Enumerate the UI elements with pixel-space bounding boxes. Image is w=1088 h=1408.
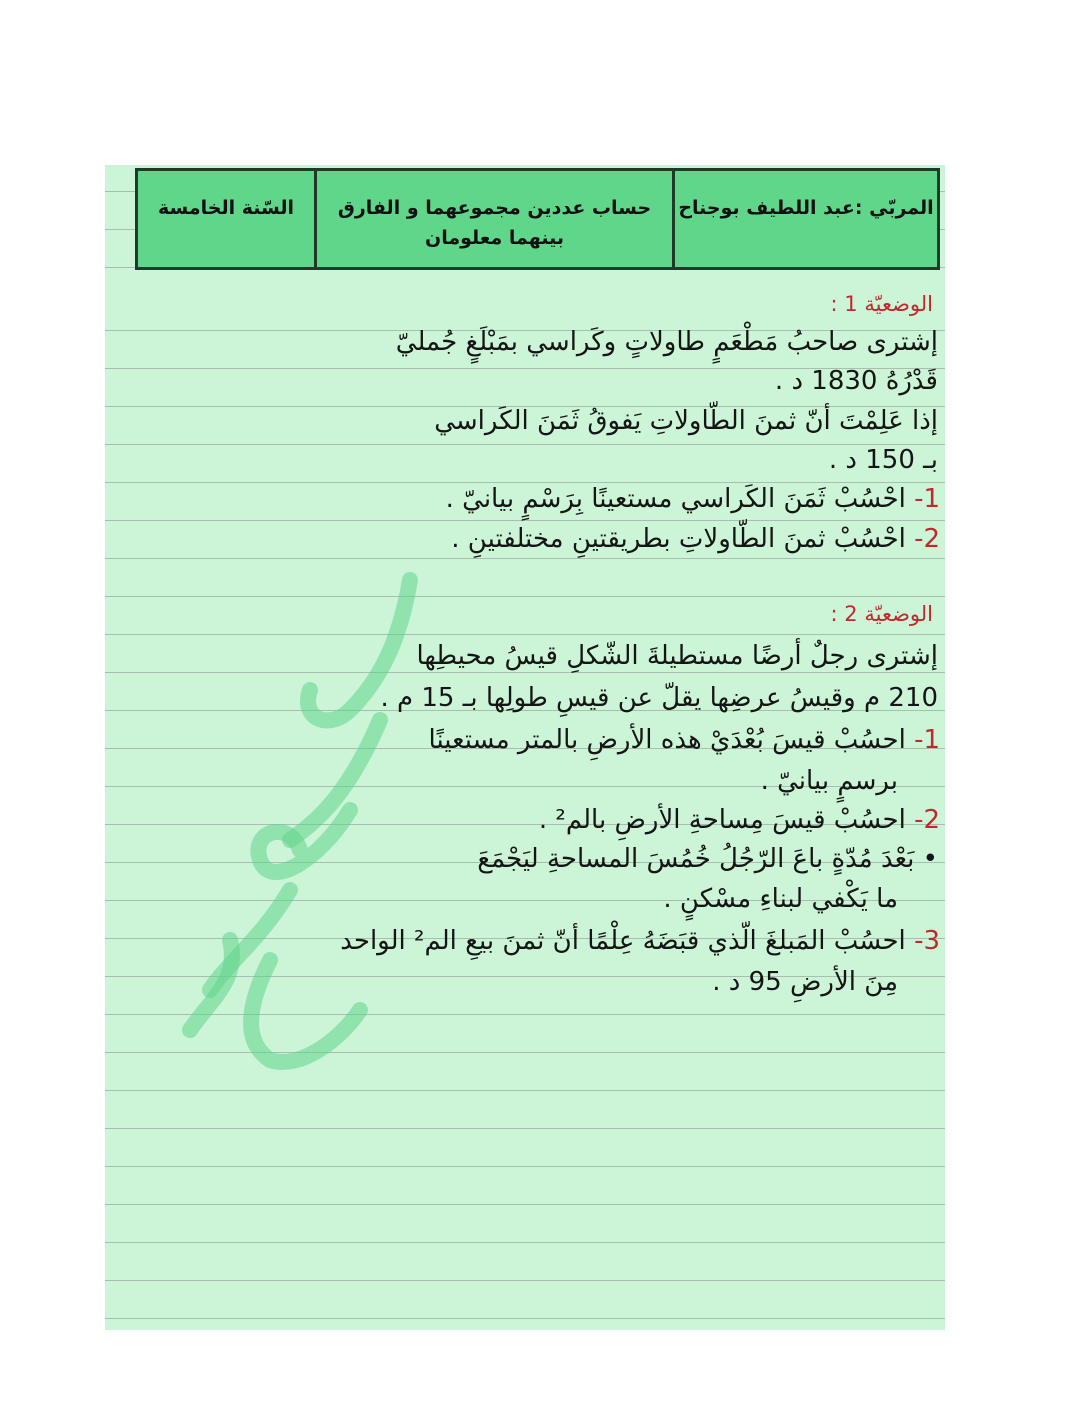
grade-label: السّنة الخامسة xyxy=(158,197,294,219)
situation2-question-1-cont: برسمٍ بيانيّ . xyxy=(760,766,898,796)
situation1-line: قَدْرُهُ 1830 د . xyxy=(774,366,938,396)
situation2-line: إشترى رجلٌ أرضًا مستطيلةَ الشّكلِ قيسُ محيطِها xyxy=(416,641,938,671)
question-number: 1- xyxy=(914,484,940,514)
situation1-line: بـ 150 د . xyxy=(828,445,938,475)
bullet-text: بَعْدَ مُدّةٍ باعَ الرّجُلُ خُمُسَ المساحةِ ليَجْمَعَ xyxy=(477,844,915,874)
situation2-line: 210 م وقيسُ عرضِها يقلّ عن قيسِ طولِها بـ 15 م . xyxy=(380,683,938,713)
situation1-line: إشترى صاحبُ مَطْعَمٍ طاولاتٍ وكَراسي بمَبْلَغٍ جُمليّ xyxy=(395,327,938,357)
question-number: 1- xyxy=(914,725,940,755)
question-text: احسُبْ قيسَ مِساحةِ الأرضِ بالم² . xyxy=(538,805,906,835)
situation2-question-3-cont: مِنَ الأرضِ 95 د . xyxy=(712,967,898,997)
question-number: 2- xyxy=(914,805,940,835)
lesson-title-line1: حساب عددين مجموعهما و الفارق xyxy=(337,197,652,219)
situation2-title: الوضعيّة 2 : xyxy=(830,602,933,626)
lesson-title-line2: بينهما معلومان xyxy=(425,227,564,249)
question-text: احسُبْ قيسَ بُعْدَيْ هذه الأرضِ بالمتر مستعينًا xyxy=(428,725,906,755)
grade-cell xyxy=(138,171,314,267)
question-number: 3- xyxy=(914,926,940,956)
situation1-line: إذا عَلِمْتَ أنّ ثمنَ الطّاولاتِ يَفوقُ ثَمَنَ الكَراسي xyxy=(434,406,938,436)
question-text: احْسُبْ ثَمَنَ الكَراسي مستعينًا بِرَسْمٍ بيانيّ . xyxy=(445,484,906,514)
situation1-title: الوضعيّة 1 : xyxy=(830,292,933,316)
teacher-cell xyxy=(672,171,937,267)
teacher-name: المربّي :عبد اللطيف بوجناح xyxy=(678,197,934,219)
situation2-question-3 xyxy=(340,925,940,957)
lesson-cell xyxy=(314,171,672,267)
situation2-bullet-cont: ما يَكْفي لبناءِ مسْكنٍ . xyxy=(663,884,898,914)
header-table xyxy=(135,168,940,270)
question-text: احْسُبْ ثمنَ الطّاولاتِ بطريقتينِ مختلفتينِ . xyxy=(451,524,906,554)
situation1-question-1 xyxy=(446,483,940,515)
question-text: احسُبْ المَبلغَ الّذي قبَضَهُ عِلْمًا أنّ ثمنَ بيعِ الم² الواحد xyxy=(340,926,906,956)
situation2-question-2 xyxy=(539,804,940,836)
bullet-icon: • xyxy=(922,844,938,874)
situation2-question-1 xyxy=(429,724,940,756)
situation1-question-2 xyxy=(451,523,940,555)
question-number: 2- xyxy=(914,524,940,554)
situation2-bullet xyxy=(477,843,938,875)
